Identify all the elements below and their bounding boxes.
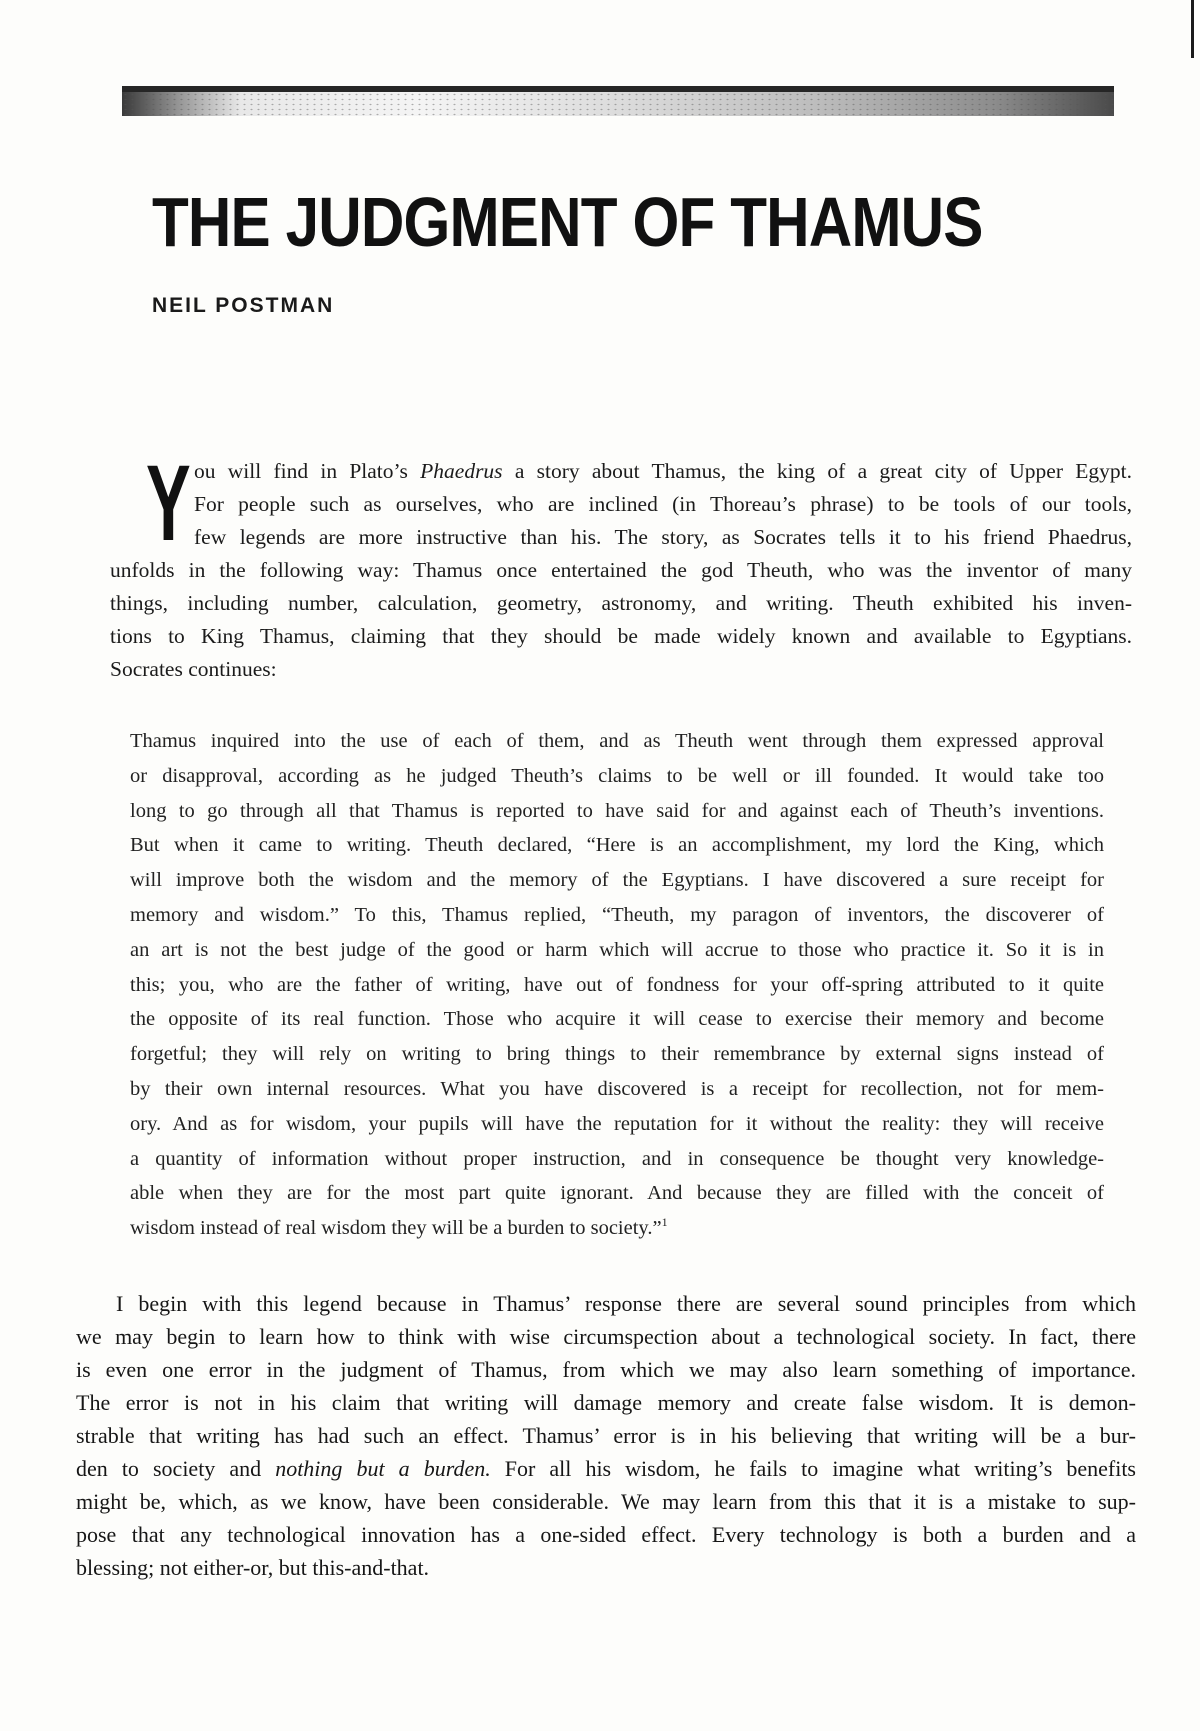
body-paragraph [76,1287,1136,1584]
article-author: NEIL POSTMAN [152,294,335,317]
quote-line: memory and wisdom.” To this, Thamus replied, “Theuth, my paragon of inventors, the discoverer of [130,903,1104,926]
intro-line: unfolds in the following way: Thamus once entertained the god Theuth, who was the inventor of many [110,558,1132,582]
block-quote [130,724,1104,1246]
intro-line: ou will find in Plato’s Phaedrus a story about Thamus, the king of a great city of Upper Egypt. [194,459,1132,483]
drop-cap: Y [146,442,191,563]
intro-line: For people such as ourselves, who are inclined (in Thoreau’s phrase) to be tools of our tools, [194,492,1132,516]
article-title: THE JUDGMENT OF THAMUS [152,183,983,261]
quote-line: will improve both the wisdom and the memory of the Egyptians. I have discovered a sure receipt for [130,869,1104,892]
header-band-texture [122,92,1114,116]
quote-line: ory. And as for wisdom, your pupils will have the reputation for it without the reality: they will receive [130,1112,1104,1135]
intro-line: Socrates continues: [110,657,277,681]
quote-line: by their own internal resources. What you have discovered is a receipt for recollection, not for mem- [130,1077,1104,1100]
body-line: we may begin to learn how to think with wise circumspection about a technological society. In fact, there [76,1324,1136,1349]
body-line: is even one error in the judgment of Thamus, from which we may also learn something of importance. [76,1357,1136,1382]
quote-line: a quantity of information without proper instruction, and in consequence be thought very knowledge- [130,1147,1104,1170]
quote-line: the opposite of its real function. Those who acquire it will cease to exercise their memory and become [130,1008,1104,1031]
quote-line: wisdom instead of real wisdom they will be a burden to society.”$^1$ [130,1215,668,1240]
quote-line: an art is not the best judge of the good or harm which will accrue to those who practice it. So it is in [130,938,1104,961]
quote-line: able when they are for the most part quite ignorant. And because they are filled with the conceit of [130,1182,1104,1205]
intro-paragraph [110,442,1132,686]
intro-line: few legends are more instructive than his. The story, as Socrates tells it to his friend Phaedrus, [194,525,1132,549]
scan-edge-mark [1191,0,1194,58]
quote-line: But when it came to writing. Theuth declared, “Here is an accomplishment, my lord the King, which [130,834,1104,857]
body-line: den to society and nothing but a burden. For all his wisdom, he fails to imagine what writing’s benefits [76,1456,1136,1481]
body-line: I begin with this legend because in Thamus’ response there are several sound principles from which [116,1291,1136,1316]
body-line: The error is not in his claim that writing will damage memory and create false wisdom. It is demon- [76,1390,1136,1415]
quote-line: Thamus inquired into the use of each of them, and as Theuth went through them expressed approval [130,730,1104,752]
body-line: might be, which, as we know, have been considerable. We may learn from this that it is a mistake to sup- [76,1489,1136,1514]
quote-line: long to go through all that Thamus is reported to have said for and against each of Theuth’s inventions. [130,799,1104,822]
quote-line: this; you, who are the father of writing, have out of fondness for your off-spring attributed to it quite [130,973,1104,996]
intro-line: tions to King Thamus, claiming that they should be made widely known and available to Egyptians. [110,624,1132,648]
quote-line: or disapproval, according as he judged Theuth’s claims to be well or ill founded. It would take too [130,764,1104,787]
body-line: strable that writing has had such an effect. Thamus’ error is in his believing that writing will be a bur- [76,1423,1136,1448]
intro-line: things, including number, calculation, geometry, astronomy, and writing. Theuth exhibited his inven- [110,591,1132,615]
footnote-marker: 1 [661,1215,668,1230]
body-line: blessing; not either-or, but this-and-that. [76,1555,430,1580]
body-line: pose that any technological innovation has a one-sided effect. Every technology is both a burden and a [76,1522,1136,1547]
quote-line: forgetful; they will rely on writing to bring things to their remembrance by external signs instead of [130,1043,1104,1066]
